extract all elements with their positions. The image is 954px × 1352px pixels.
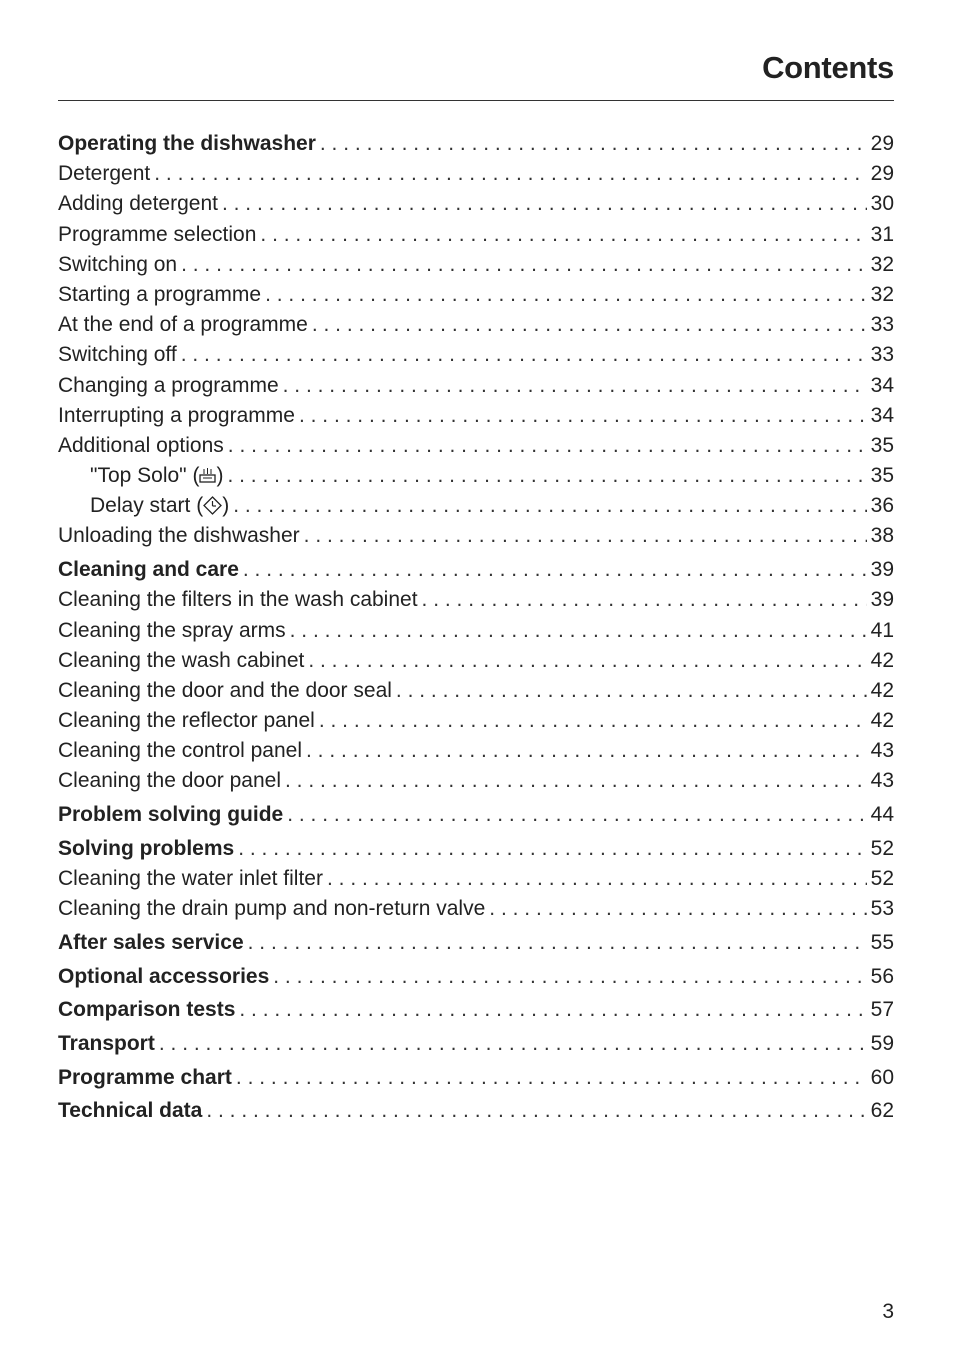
toc-entry[interactable] (58, 461, 894, 491)
toc-entry-label: Interrupting a programme (58, 401, 299, 431)
toc-entry[interactable] (58, 995, 894, 1025)
dot-leader (319, 706, 867, 736)
toc-entry-label: Operating the dishwasher (58, 129, 320, 159)
toc-entry-page: 39 (867, 555, 894, 585)
toc-entry-label: Cleaning the drain pump and non-return valve (58, 894, 489, 924)
toc-entry[interactable] (58, 766, 894, 796)
toc-entry-label: Adding detergent (58, 189, 222, 219)
toc-entry-label: Switching off (58, 340, 181, 370)
toc-entry[interactable] (58, 800, 894, 830)
dot-leader (236, 1063, 867, 1093)
toc-entry-label: Problem solving guide (58, 800, 287, 830)
toc-entry-page: 42 (867, 706, 894, 736)
toc-entry[interactable] (58, 646, 894, 676)
toc-entry-label-text: ) (216, 464, 224, 488)
delay-start-icon (203, 494, 222, 521)
toc-entry-page: 43 (867, 736, 894, 766)
toc-entry[interactable] (58, 220, 894, 250)
dot-leader (227, 461, 866, 491)
toc-entry[interactable] (58, 250, 894, 280)
dot-leader (222, 189, 867, 219)
toc-entry[interactable] (58, 616, 894, 646)
toc-entry[interactable] (58, 159, 894, 189)
toc-entry[interactable] (58, 1096, 894, 1126)
toc-entry-page: 34 (867, 371, 894, 401)
toc-entry-label: Starting a programme (58, 280, 265, 310)
toc-entry[interactable] (58, 555, 894, 585)
top-solo-icon (199, 464, 216, 491)
toc-entry-label-text: ) (222, 494, 230, 518)
dot-leader (248, 928, 867, 958)
dot-leader (243, 555, 867, 585)
toc-entry[interactable] (58, 736, 894, 766)
toc-entry-label: At the end of a programme (58, 310, 312, 340)
toc-entry[interactable] (58, 521, 894, 551)
toc-entry-label: Cleaning the spray arms (58, 616, 290, 646)
toc-entry[interactable] (58, 371, 894, 401)
dot-leader (299, 401, 867, 431)
toc-entry[interactable] (58, 491, 894, 521)
dot-leader (265, 280, 867, 310)
dot-leader (304, 521, 867, 551)
dot-leader (489, 894, 866, 924)
toc-entry-page: 35 (867, 431, 894, 461)
dot-leader (290, 616, 867, 646)
dot-leader (154, 159, 866, 189)
toc-entry-page: 36 (867, 491, 894, 521)
dot-leader (283, 371, 867, 401)
dot-leader (273, 962, 866, 992)
toc-entry-page: 62 (867, 1096, 894, 1126)
toc-entry-label: Programme selection (58, 220, 260, 250)
toc-entry-page: 60 (867, 1063, 894, 1093)
toc-entry-label: Transport (58, 1029, 159, 1059)
toc-entry[interactable] (58, 894, 894, 924)
toc-entry-label: Optional accessories (58, 962, 273, 992)
toc-entry[interactable] (58, 401, 894, 431)
toc-entry-label: Cleaning the door panel (58, 766, 285, 796)
dot-leader (238, 834, 866, 864)
dot-leader (320, 129, 867, 159)
toc-entry-page: 44 (867, 800, 894, 830)
toc-entry[interactable] (58, 340, 894, 370)
toc-entry-label: Additional options (58, 431, 228, 461)
toc-entry-label: After sales service (58, 928, 248, 958)
toc-entry-page: 33 (867, 340, 894, 370)
toc-entry-label: Switching on (58, 250, 181, 280)
toc-entry[interactable] (58, 310, 894, 340)
dot-leader (287, 800, 866, 830)
toc-entry-label (58, 461, 227, 491)
toc-entry-label: Detergent (58, 159, 154, 189)
toc-entry-label-text: "Top Solo" ( (90, 464, 200, 488)
toc-entry-page: 31 (867, 220, 894, 250)
toc-entry-label: Programme chart (58, 1063, 236, 1093)
dot-leader (312, 310, 867, 340)
toc-entry-page: 38 (867, 521, 894, 551)
toc-entry-page: 29 (867, 129, 894, 159)
dot-leader (206, 1096, 866, 1126)
toc-entry-page: 39 (867, 585, 894, 615)
toc-entry[interactable] (58, 129, 894, 159)
toc-entry-page: 42 (867, 676, 894, 706)
dot-leader (260, 220, 866, 250)
dot-leader (181, 250, 867, 280)
toc-entry[interactable] (58, 189, 894, 219)
toc-entry-page: 34 (867, 401, 894, 431)
dot-leader (422, 585, 867, 615)
toc-entry-page: 32 (867, 280, 894, 310)
toc-entry-label: Cleaning and care (58, 555, 243, 585)
toc-entry-label: Cleaning the filters in the wash cabinet (58, 585, 422, 615)
dot-leader (396, 676, 867, 706)
toc-entry-label (58, 491, 233, 521)
toc-entry[interactable] (58, 864, 894, 894)
toc-entry-page: 42 (867, 646, 894, 676)
dot-leader (239, 995, 866, 1025)
toc-entry-label: Cleaning the wash cabinet (58, 646, 308, 676)
toc-entry-page: 53 (867, 894, 894, 924)
toc-entry-page: 52 (867, 864, 894, 894)
header-divider (58, 100, 894, 101)
toc-entry[interactable] (58, 962, 894, 992)
dot-leader (228, 431, 867, 461)
toc-entry[interactable] (58, 585, 894, 615)
toc-entry-page: 32 (867, 250, 894, 280)
toc-entry-page: 57 (867, 995, 894, 1025)
toc-entry-page: 59 (867, 1029, 894, 1059)
toc-entry-page: 30 (867, 189, 894, 219)
toc-entry[interactable] (58, 834, 894, 864)
toc-entry-label: Solving problems (58, 834, 238, 864)
toc-entry-page: 52 (867, 834, 894, 864)
toc-entry-page: 43 (867, 766, 894, 796)
toc-entry[interactable] (58, 280, 894, 310)
toc-entry-page: 33 (867, 310, 894, 340)
dot-leader (159, 1029, 867, 1059)
toc-entry-label: Changing a programme (58, 371, 283, 401)
page-number: 3 (882, 1300, 894, 1323)
toc-entry-page: 41 (867, 616, 894, 646)
dot-leader (181, 340, 867, 370)
toc-entry-label: Comparison tests (58, 995, 239, 1025)
page-title: Contents (762, 50, 894, 85)
toc-entry-label: Technical data (58, 1096, 206, 1126)
toc-entry-label-text: Delay start ( (90, 494, 204, 518)
dot-leader (233, 491, 866, 521)
dot-leader (285, 766, 867, 796)
dot-leader (308, 646, 866, 676)
toc-entry-label: Cleaning the reflector panel (58, 706, 319, 736)
toc-entry[interactable] (58, 1063, 894, 1093)
toc-entry[interactable] (58, 928, 894, 958)
toc-entry-label: Unloading the dishwasher (58, 521, 304, 551)
toc-entry[interactable] (58, 431, 894, 461)
dot-leader (327, 864, 867, 894)
toc-entry-page: 55 (867, 928, 894, 958)
toc-entry-page: 29 (867, 159, 894, 189)
toc-entry[interactable] (58, 706, 894, 736)
table-of-contents (58, 129, 894, 1127)
toc-entry-page: 56 (867, 962, 894, 992)
toc-entry-label: Cleaning the water inlet filter (58, 864, 327, 894)
toc-entry-label: Cleaning the door and the door seal (58, 676, 396, 706)
toc-entry-page: 35 (867, 461, 894, 491)
toc-entry[interactable] (58, 1029, 894, 1059)
toc-entry-label: Cleaning the control panel (58, 736, 306, 766)
dot-leader (306, 736, 867, 766)
toc-entry[interactable] (58, 676, 894, 706)
